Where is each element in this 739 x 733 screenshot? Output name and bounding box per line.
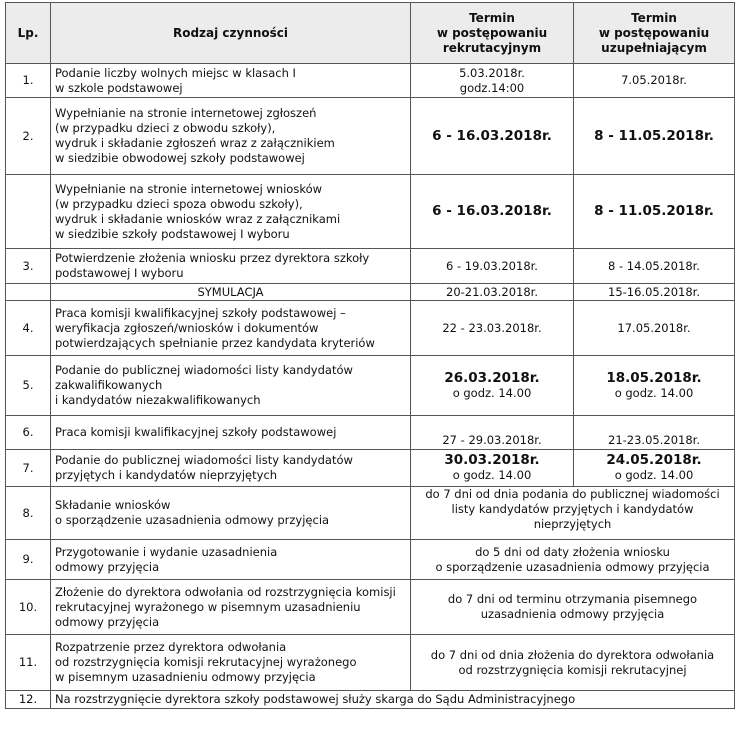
term-line: o godz. 14.00 bbox=[452, 468, 532, 482]
row-lp bbox=[6, 175, 51, 249]
term-line: 24.05.2018r. bbox=[606, 452, 702, 468]
term-line: 6 - 16.03.2018r. bbox=[432, 203, 552, 219]
row-lp: 10. bbox=[6, 580, 51, 635]
row-activity bbox=[51, 284, 411, 301]
row-term-recruitment bbox=[411, 249, 574, 284]
term-line: godz.14:00 bbox=[459, 80, 525, 95]
row-lp: 2. bbox=[6, 98, 51, 175]
activity-line: odmowy przyjęcia bbox=[55, 614, 160, 629]
term-line: o godz. 14.00 bbox=[452, 385, 532, 400]
activity-line: Złożenie do dyrektora odwołania od rozstrzygnięcia komisji bbox=[55, 584, 396, 599]
term-line: nieprzyjętych bbox=[533, 517, 612, 531]
table-row bbox=[6, 416, 735, 450]
row-lp: 9. bbox=[6, 540, 51, 580]
activity-line: Rozpatrzenie przez dyrektora odwołania bbox=[55, 640, 287, 654]
row-term-supplementary bbox=[574, 450, 735, 487]
table-row bbox=[6, 175, 735, 249]
row-activity bbox=[51, 487, 411, 540]
header-activity: Rodzaj czynności bbox=[51, 3, 411, 64]
header-line: Termin bbox=[631, 10, 677, 25]
row-term-combined bbox=[411, 580, 735, 635]
term-line: listy kandydatów przyjętych i kandydatów bbox=[451, 502, 694, 516]
table-header-row bbox=[6, 3, 735, 64]
row-term-supplementary bbox=[574, 284, 735, 301]
term-line: od rozstrzygnięcia komisji rekrutacyjnej bbox=[458, 662, 687, 677]
table-row bbox=[6, 450, 735, 487]
row-term-recruitment bbox=[411, 284, 574, 301]
table-row bbox=[6, 635, 735, 691]
term-line: 20-21.03.2018r. bbox=[446, 284, 538, 299]
activity-line: SYMULACJA bbox=[197, 284, 264, 299]
term-line: 15-16.05.2018r. bbox=[608, 284, 700, 299]
activity-line: Przygotowanie i wydanie uzasadnienia bbox=[55, 544, 278, 559]
term-line: 5.03.2018r. bbox=[459, 65, 525, 80]
note-text: Na rozstrzygnięcie dyrektora szkoły podstawowej służy skarga do Sądu Administracyjnego bbox=[55, 692, 576, 706]
term-line: do 7 dni od terminu otrzymania pisemnego bbox=[447, 592, 698, 606]
term-line: o godz. 14.00 bbox=[614, 468, 694, 482]
table-row bbox=[6, 301, 735, 356]
row-activity bbox=[51, 175, 411, 249]
row-activity bbox=[51, 540, 411, 580]
row-term-supplementary bbox=[574, 301, 735, 356]
term-line: 17.05.2018r. bbox=[617, 320, 691, 335]
activity-line: od rozstrzygnięcia komisji rekrutacyjnej wyrażonego bbox=[55, 655, 357, 669]
row-lp: 11. bbox=[6, 635, 51, 691]
row-activity bbox=[51, 249, 411, 284]
activity-line: rekrutacyjnej wyrażonego w pisemnym uzasadnieniu bbox=[55, 599, 361, 614]
activity-line: w siedzibie obwodowej szkoły podstawowej bbox=[55, 151, 305, 165]
activity-line: przyjętych i kandydatów nieprzyjętych bbox=[55, 468, 278, 482]
recruitment-schedule-table bbox=[5, 2, 735, 709]
row-term-supplementary bbox=[574, 98, 735, 175]
row-term-supplementary bbox=[574, 175, 735, 249]
row-lp: 7. bbox=[6, 450, 51, 487]
term-line: 18.05.2018r. bbox=[606, 369, 702, 386]
header-lp: Lp. bbox=[6, 3, 51, 64]
row-term-combined bbox=[411, 487, 735, 540]
table-row bbox=[6, 580, 735, 635]
activity-line: Praca komisji kwalifikacyjnej szkoły podstawowej bbox=[55, 425, 337, 439]
table-row bbox=[6, 540, 735, 580]
term-line: do 7 dni od dnia złożenia do dyrektora odwołania bbox=[430, 647, 715, 662]
activity-line: (w przypadku dzieci spoza obwodu szkoły), bbox=[55, 196, 303, 211]
row-lp: 4. bbox=[6, 301, 51, 356]
row-lp: 6. bbox=[6, 416, 51, 450]
term-line: do 7 dni od dnia podania do publicznej wiadomości bbox=[425, 487, 720, 501]
activity-line: podstawowej I wyboru bbox=[55, 266, 184, 280]
row-lp: 5. bbox=[6, 356, 51, 416]
header-line: w postępowaniu bbox=[598, 25, 710, 40]
row-activity bbox=[51, 416, 411, 450]
header-line: uzupełniającym bbox=[601, 40, 707, 55]
table-row bbox=[6, 356, 735, 416]
term-line: 7.05.2018r. bbox=[621, 73, 687, 87]
term-line: 8 - 11.05.2018r. bbox=[594, 203, 714, 219]
table-row bbox=[6, 64, 735, 98]
term-line: 8 - 11.05.2018r. bbox=[594, 127, 714, 144]
row-full-note bbox=[51, 691, 735, 709]
activity-line: zakwalifikowanych bbox=[55, 378, 163, 392]
row-lp: 8. bbox=[6, 487, 51, 540]
row-activity bbox=[51, 580, 411, 635]
row-term-combined bbox=[411, 635, 735, 691]
row-term-recruitment bbox=[411, 416, 574, 450]
activity-line: wydruk i składanie zgłoszeń wraz z załącznikiem bbox=[55, 136, 335, 150]
row-activity bbox=[51, 450, 411, 487]
activity-line: wydruk i składanie wniosków wraz z załącznikami bbox=[55, 211, 341, 226]
row-term-supplementary bbox=[574, 249, 735, 284]
term-line: 8 - 14.05.2018r. bbox=[608, 258, 700, 273]
activity-line: Podanie liczby wolnych miejsc w klasach I bbox=[55, 65, 296, 80]
row-activity bbox=[51, 635, 411, 691]
activity-line: Podanie do publicznej wiadomości listy kandydatów bbox=[55, 363, 353, 377]
row-lp bbox=[6, 284, 51, 301]
row-term-recruitment bbox=[411, 356, 574, 416]
header-term-supplementary bbox=[574, 3, 735, 64]
row-lp: 12. bbox=[6, 691, 51, 709]
table-row bbox=[6, 249, 735, 284]
row-term-recruitment bbox=[411, 98, 574, 175]
header-line: w postępowaniu bbox=[436, 25, 548, 40]
row-activity bbox=[51, 356, 411, 416]
activity-line: w pisemnym uzasadnieniu odmowy przyjęcia bbox=[55, 670, 316, 684]
activity-line: Praca komisji kwalifikacyjnej szkoły podstawowej – bbox=[55, 305, 346, 320]
row-activity bbox=[51, 64, 411, 98]
term-line: 27 - 29.03.2018r. bbox=[442, 433, 542, 447]
term-line: o godz. 14.00 bbox=[614, 385, 694, 400]
row-term-supplementary bbox=[574, 416, 735, 450]
activity-line: Składanie wniosków bbox=[55, 498, 171, 512]
table-row bbox=[6, 98, 735, 175]
term-line: do 5 dni od daty złożenia wniosku bbox=[475, 544, 670, 559]
term-line: uzasadnienia odmowy przyjęcia bbox=[480, 607, 665, 621]
activity-line: w szkole podstawowej bbox=[55, 80, 183, 95]
row-lp: 1. bbox=[6, 64, 51, 98]
row-term-recruitment bbox=[411, 64, 574, 98]
activity-line: o sporządzenie uzasadnienia odmowy przyjęcia bbox=[55, 513, 330, 527]
activity-line: w siedzibie szkoły podstawowej I wyboru bbox=[55, 226, 290, 241]
header-line: Termin bbox=[469, 10, 515, 25]
header-line: rekrutacyjnym bbox=[442, 40, 542, 55]
activity-line: Wypełnianie na stronie internetowej wniosków bbox=[55, 181, 323, 196]
term-line: o sporządzenie uzasadnienia odmowy przyjęcia bbox=[435, 559, 710, 574]
row-term-combined bbox=[411, 540, 735, 580]
header-term-recruitment bbox=[411, 3, 574, 64]
table-row bbox=[6, 487, 735, 540]
row-term-recruitment bbox=[411, 301, 574, 356]
activity-line: Podanie do publicznej wiadomości listy kandydatów bbox=[55, 453, 353, 467]
term-line: 6 - 16.03.2018r. bbox=[432, 127, 552, 144]
table-row bbox=[6, 691, 735, 709]
activity-line: (w przypadku dzieci z obwodu szkoły), bbox=[55, 121, 276, 135]
term-line: 21-23.05.2018r. bbox=[608, 433, 700, 447]
row-term-recruitment bbox=[411, 175, 574, 249]
activity-line: Wypełnianie na stronie internetowej zgłoszeń bbox=[55, 106, 317, 120]
row-term-supplementary bbox=[574, 356, 735, 416]
term-line: 22 - 23.03.2018r. bbox=[442, 320, 542, 335]
row-activity bbox=[51, 301, 411, 356]
term-line: 26.03.2018r. bbox=[444, 369, 540, 386]
table-row bbox=[6, 284, 735, 301]
term-line: 30.03.2018r. bbox=[444, 452, 540, 468]
row-term-supplementary bbox=[574, 64, 735, 98]
row-activity bbox=[51, 98, 411, 175]
term-line: 6 - 19.03.2018r. bbox=[446, 258, 538, 273]
row-term-recruitment bbox=[411, 450, 574, 487]
activity-line: weryfikacja zgłoszeń/wniosków i dokumentów bbox=[55, 320, 319, 335]
row-lp: 3. bbox=[6, 249, 51, 284]
activity-line: odmowy przyjęcia bbox=[55, 559, 160, 574]
activity-line: potwierdzających spełnianie przez kandydata kryteriów bbox=[55, 335, 375, 350]
activity-line: i kandydatów niezakwalifikowanych bbox=[55, 393, 261, 407]
activity-line: Potwierdzenie złożenia wniosku przez dyrektora szkoły bbox=[55, 251, 370, 265]
